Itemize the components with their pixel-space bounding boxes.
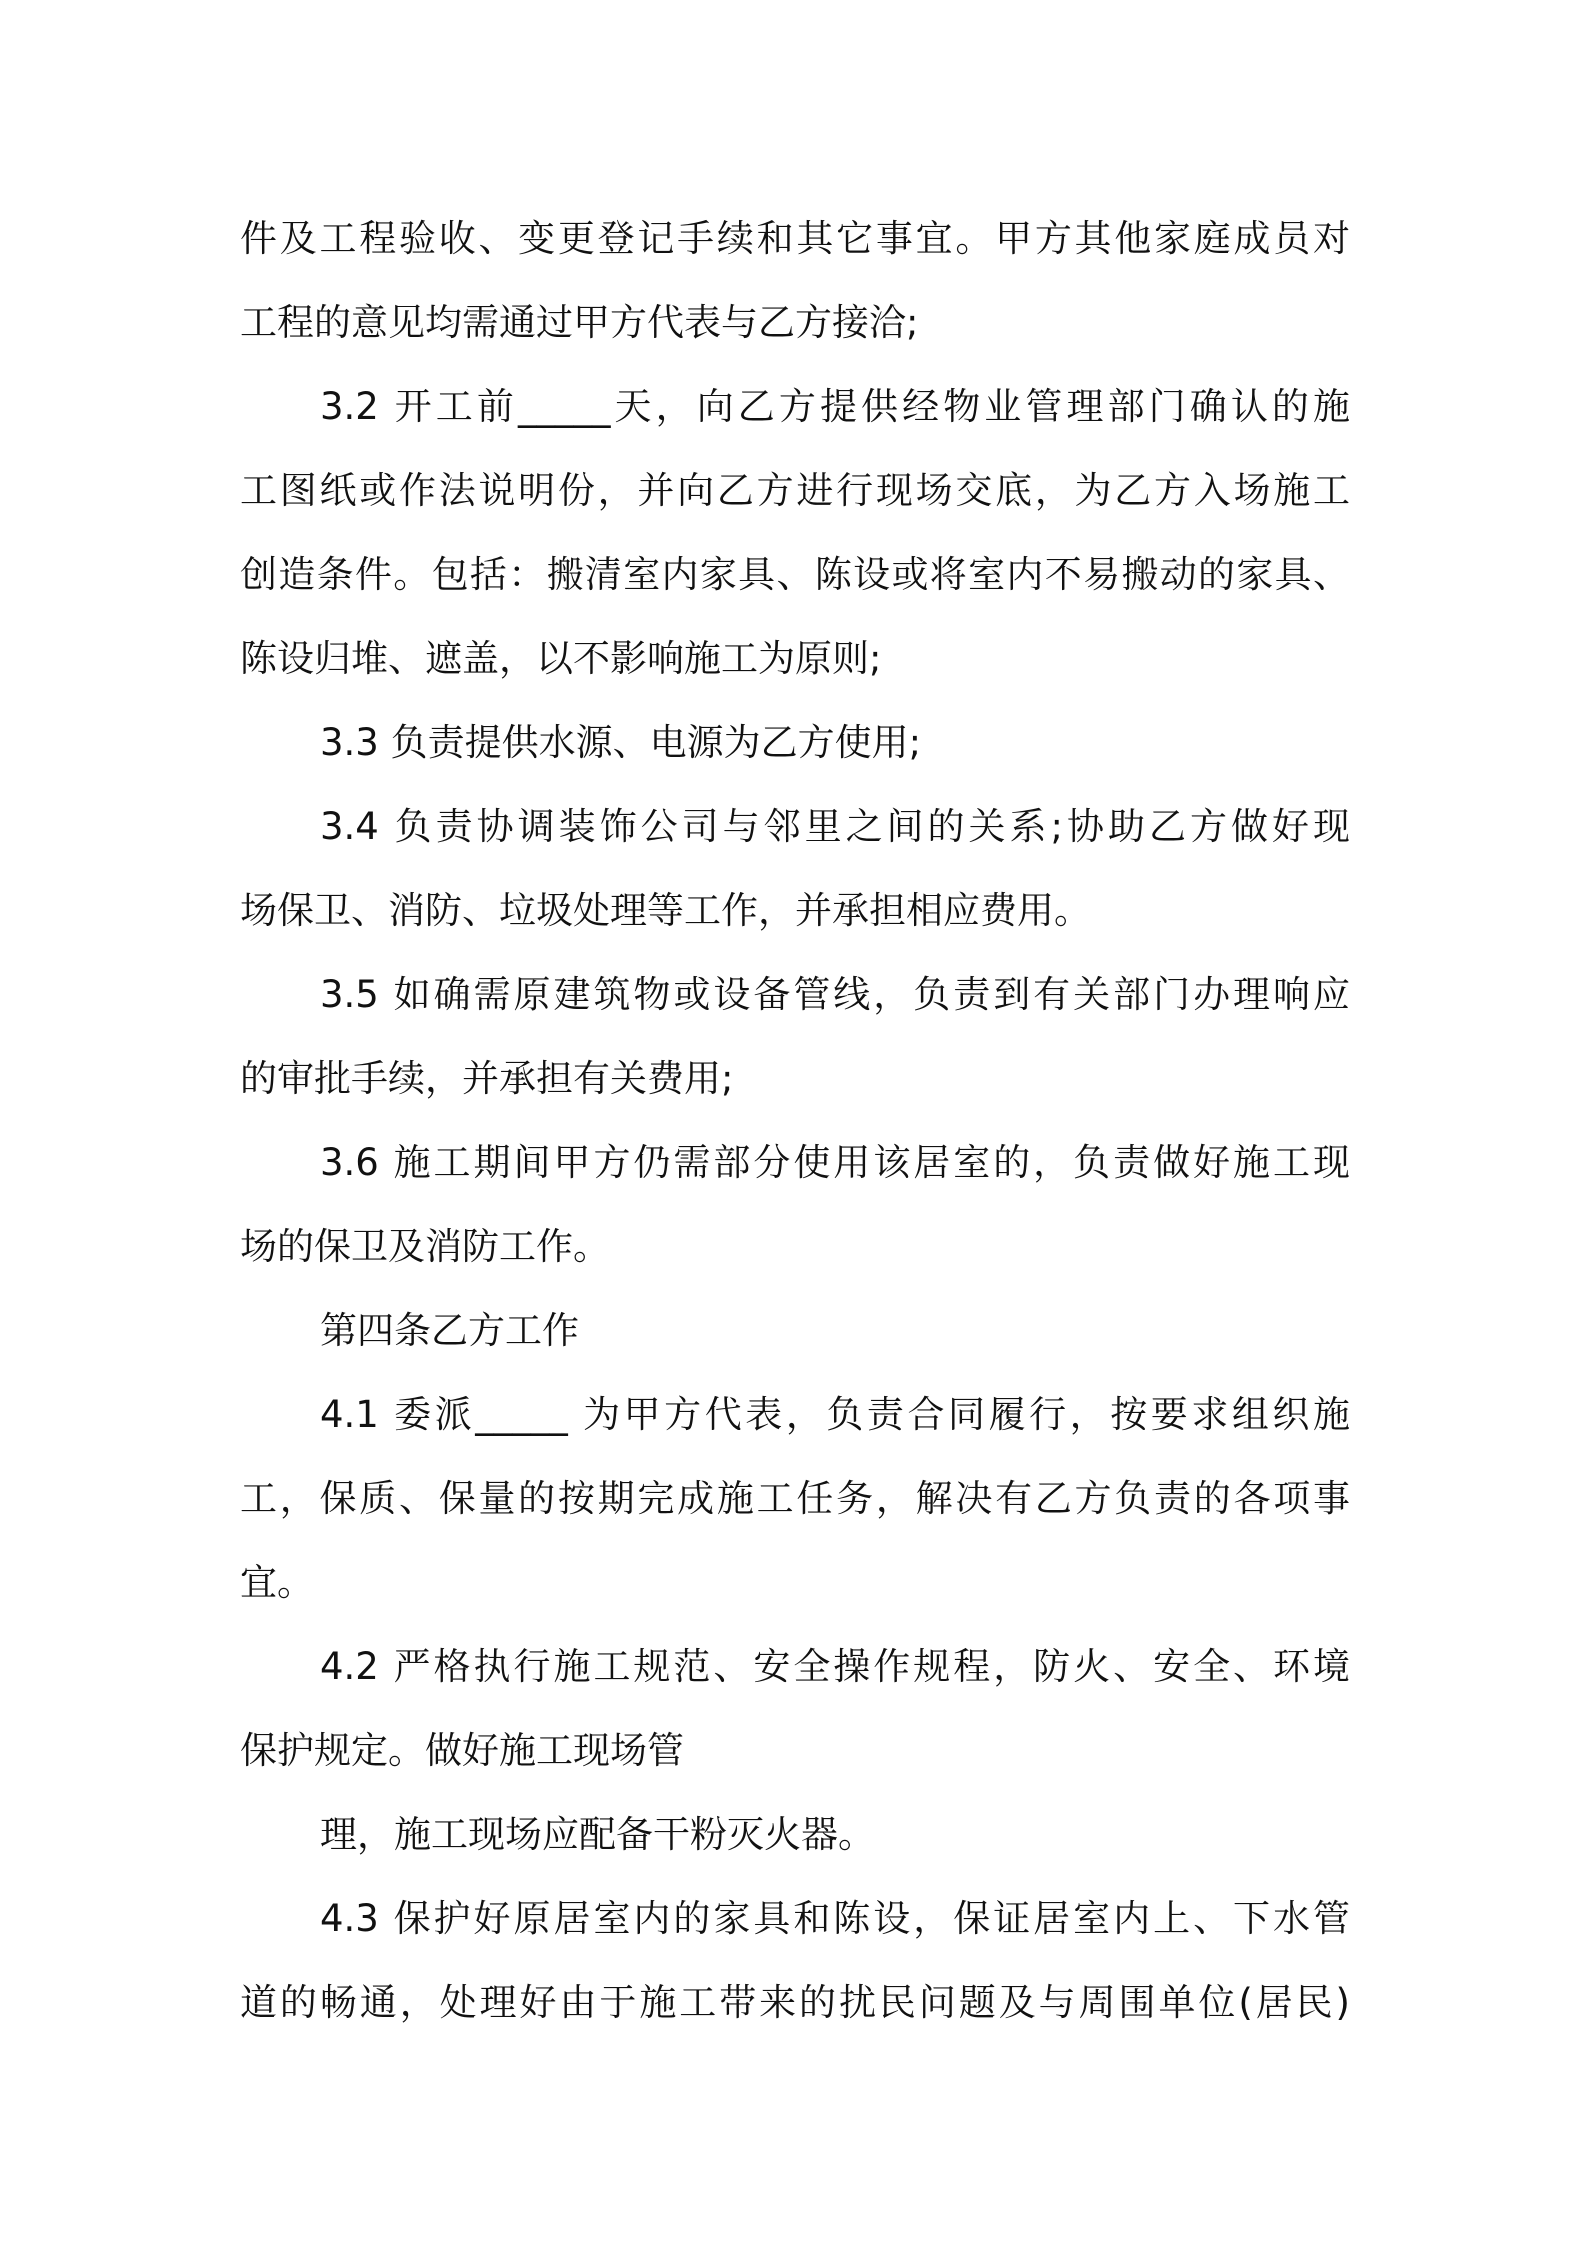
text-line: 场保卫、消防、垃圾处理等工作，并承担相应费用。 — [240, 889, 1091, 932]
text-line: 保护规定。做好施工现场管 — [240, 1729, 684, 1772]
text-line: 陈设归堆、遮盖，以不影响施工为原则; — [240, 637, 882, 680]
text-line: 理，施工现场应配备干粉灭火器。 — [320, 1813, 875, 1856]
clause-3-6: 3.6 施工期间甲方仍需部分使用该居室的，负责做好施工现 — [320, 1141, 1350, 1184]
document-body — [240, 197, 1350, 2045]
text-line: 创造条件。包括：搬清室内家具、陈设或将室内不易搬动的家具、 — [240, 553, 1350, 596]
clause-4-1: 4.1 委派_____ 为甲方代表，负责合同履行，按要求组织施 — [320, 1393, 1350, 1436]
clause-3-3: 3.3 负责提供水源、电源为乙方使用; — [320, 721, 922, 764]
text-line: 场的保卫及消防工作。 — [240, 1225, 610, 1268]
text-line: 宜。 — [240, 1561, 314, 1604]
clause-3-2: 3.2 开工前_____天，向乙方提供经物业管理部门确认的施 — [320, 385, 1350, 428]
text-line: 工，保质、保量的按期完成施工任务，解决有乙方负责的各项事 — [240, 1477, 1350, 1520]
text-line: 工图纸或作法说明份，并向乙方进行现场交底，为乙方入场施工 — [240, 469, 1350, 512]
section-heading-article-4: 第四条乙方工作 — [320, 1309, 579, 1352]
text-line: 的审批手续，并承担有关费用; — [240, 1057, 734, 1100]
clause-3-5: 3.5 如确需原建筑物或设备管线，负责到有关部门办理响应 — [320, 973, 1350, 1016]
text-line: 道的畅通，处理好由于施工带来的扰民问题及与周围单位(居民) — [240, 1981, 1350, 2024]
clause-3-4: 3.4 负责协调装饰公司与邻里之间的关系;协助乙方做好现 — [320, 805, 1350, 848]
text-line: 工程的意见均需通过甲方代表与乙方接洽; — [240, 301, 919, 344]
text-line: 件及工程验收、变更登记手续和其它事宜。甲方其他家庭成员对 — [240, 217, 1350, 260]
clause-4-2: 4.2 严格执行施工规范、安全操作规程，防火、安全、环境 — [320, 1645, 1350, 1688]
clause-4-3: 4.3 保护好原居室内的家具和陈设，保证居室内上、下水管 — [320, 1897, 1350, 1940]
